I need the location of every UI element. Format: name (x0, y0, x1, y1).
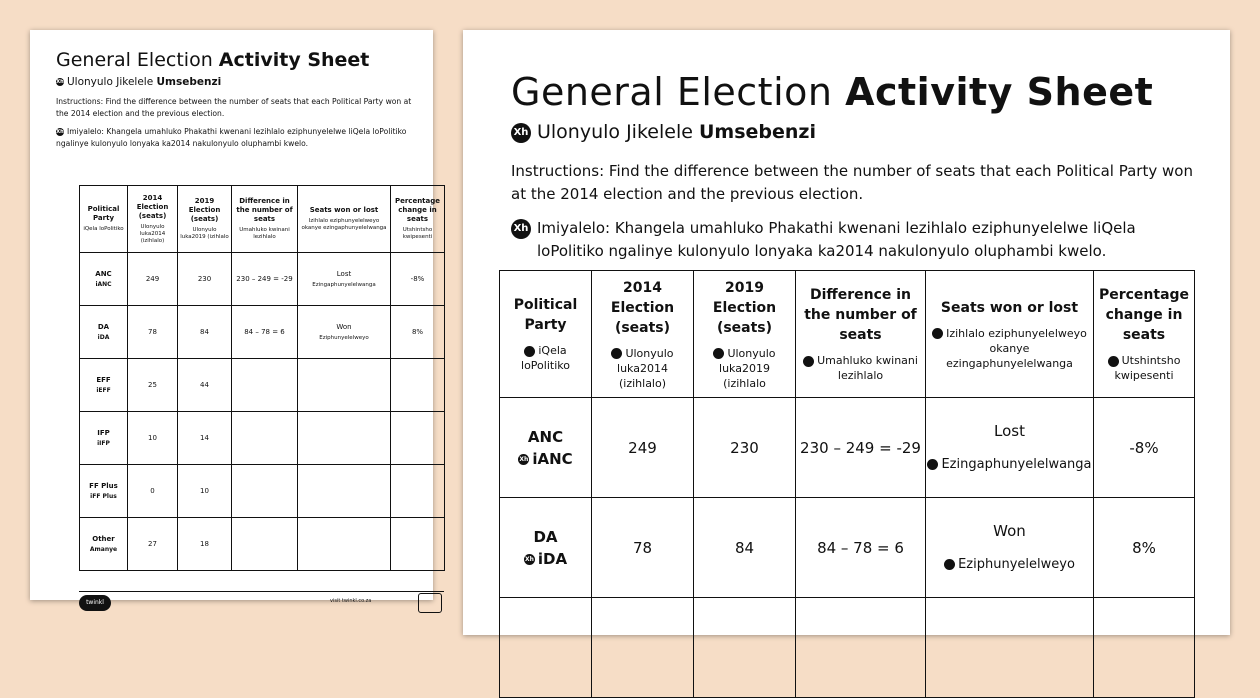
percentage-cell[interactable] (1094, 598, 1195, 698)
seats-2014: 10 (128, 412, 178, 465)
seats-2014: 78 (128, 306, 178, 359)
party-cell (80, 359, 128, 412)
header-party (500, 271, 592, 398)
result-xh: Eziphunyelelweyo (319, 334, 369, 341)
header-percentage (391, 186, 445, 253)
table-row (80, 518, 445, 571)
seats-2019: 18 (178, 518, 232, 571)
header-xh (929, 326, 1090, 371)
result-cell[interactable] (298, 306, 391, 359)
header-en: 2019 Election (seats) (188, 197, 221, 223)
xh-badge-icon: Xh (511, 219, 531, 239)
xh-badge-icon (944, 559, 955, 570)
result-xh: Ezingaphunyelelwanga (941, 456, 1092, 472)
percentage-cell[interactable] (391, 359, 445, 412)
subtitle-plain: Ulonyulo Jikelele (537, 121, 693, 143)
party-cell (500, 498, 592, 598)
header-en: Difference in the number of seats (236, 197, 293, 223)
party-cell (80, 253, 128, 306)
header-2019 (694, 271, 796, 398)
seats-2014: 78 (592, 498, 694, 598)
difference-cell[interactable] (232, 465, 298, 518)
subtitle-plain: Ulonyulo Jikelele (67, 76, 154, 88)
difference-cell[interactable] (232, 359, 298, 412)
header-xh-text: Utshintsho kwipesenti (1114, 354, 1181, 382)
seats-2019 (694, 598, 796, 698)
subtitle-bold: Umsebenzi (156, 76, 222, 88)
result-xh-wrap (927, 554, 1092, 576)
seats-2014 (592, 598, 694, 698)
party-name-xh: iANC (532, 449, 573, 468)
party-cell (500, 398, 592, 498)
title-plain: General Election (511, 70, 833, 114)
xh-badge-icon (713, 348, 724, 359)
result-cell[interactable] (298, 412, 391, 465)
xh-badge-icon (524, 346, 535, 357)
instructions-xh (511, 217, 1211, 263)
result-cell[interactable] (926, 598, 1094, 698)
party-name-xh: Amanye (89, 545, 118, 553)
result-xh: Eziphunyelelweyo (958, 556, 1075, 572)
percentage-cell[interactable] (391, 518, 445, 571)
party-cell (80, 518, 128, 571)
percentage-cell[interactable]: 8% (1094, 498, 1195, 598)
page-title (511, 70, 1153, 114)
header-en: 2019 Election (seats) (712, 279, 777, 336)
table-header-row (80, 186, 445, 253)
header-xh (503, 343, 588, 373)
seats-2019: 44 (178, 359, 232, 412)
instructions-xh-line2: loPolitiko ngalinye kulonyulo lonyaka ka2014 nakulonyulo oluphambi kwelo. (56, 127, 407, 148)
header-2014 (592, 271, 694, 398)
header-percentage (1094, 271, 1195, 398)
header-xh-text: Ulonyulo luka2019 (izihlalo (719, 346, 776, 390)
table-header-row (500, 271, 1195, 398)
header-en: Political Party (87, 205, 120, 222)
result: Lost (994, 421, 1025, 440)
seats-2019: 10 (178, 465, 232, 518)
seats-2014: 27 (128, 518, 178, 571)
table-row (500, 598, 1195, 698)
header-en: Seats won or lost (309, 206, 379, 214)
seats-2014: 249 (592, 398, 694, 498)
badge-logo-icon (418, 593, 442, 613)
title-bold: Activity Sheet (845, 70, 1154, 114)
table-row (80, 306, 445, 359)
percentage-cell[interactable] (391, 465, 445, 518)
header-en: Difference in the number of seats (804, 287, 917, 343)
seats-2019: 230 (178, 253, 232, 306)
header-xh (1097, 353, 1191, 383)
seats-2019: 230 (694, 398, 796, 498)
party-name-xh: iDA (97, 333, 110, 341)
zoomed-page[interactable] (463, 30, 1230, 635)
result-xh-wrap (927, 454, 1092, 476)
seats-2019: 14 (178, 412, 232, 465)
seats-2014: 0 (128, 465, 178, 518)
difference-cell[interactable] (796, 598, 926, 698)
party-name: ANC (95, 269, 112, 278)
header-xh-text: iQela loPolitiko (521, 344, 570, 372)
party-name: Other (92, 534, 115, 543)
party-name: IFP (97, 428, 110, 437)
header-en: 2014 Election (seats) (136, 193, 169, 220)
page-title (56, 49, 369, 71)
party-cell (500, 598, 592, 698)
header-en: Percentage change in seats (394, 197, 441, 223)
xh-badge-icon: Xh (511, 123, 531, 143)
header-xh: Izihlalo eziphunyelelweyo okanye ezingaphunyelelwanga (301, 218, 387, 231)
party-name-xh: iFF Plus (90, 492, 117, 500)
xh-badge-icon: Xh (56, 129, 64, 135)
page-subtitle (511, 121, 816, 143)
xh-badge-icon (611, 348, 622, 359)
header-xh: Utshintsho kwipesenti (402, 227, 433, 240)
title-plain: General Election (56, 49, 213, 71)
party-cell (80, 465, 128, 518)
result-xh: Ezingaphunyelelwanga (312, 281, 376, 288)
xh-badge-icon (1108, 356, 1119, 367)
table-row (80, 359, 445, 412)
difference-cell[interactable] (232, 412, 298, 465)
header-xh (697, 346, 792, 391)
result: Won (993, 521, 1026, 540)
instructions-xh-line2: loPolitiko ngalinye kulonyulo lonyaka ka2014 nakulonyulo oluphambi kwelo. (537, 242, 1107, 260)
header-xh: Ulonyulo luka2014 (izihlalo) (139, 223, 166, 244)
header-en: Seats won or lost (940, 299, 1079, 316)
result-cell[interactable] (926, 398, 1094, 498)
header-party (80, 186, 128, 253)
title-bold: Activity Sheet (218, 49, 370, 71)
result: Won (336, 322, 352, 331)
seats-table (499, 270, 1195, 698)
party-name: DA (97, 322, 110, 331)
difference-cell[interactable]: 84 – 78 = 6 (796, 498, 926, 598)
party-name: EFF (96, 375, 111, 384)
thumbnail-page[interactable] (30, 30, 441, 606)
header-2014 (128, 186, 178, 253)
result-cell[interactable] (298, 465, 391, 518)
header-xh: iQela loPolitiko (83, 226, 124, 232)
xh-badge-icon: Xh (524, 555, 534, 563)
header-difference (232, 186, 298, 253)
seats-table (79, 185, 445, 571)
result-cell[interactable] (298, 359, 391, 412)
header-xh-text: Umahluko kwinani lezihlalo (817, 354, 918, 382)
header-2019 (178, 186, 232, 253)
percentage-cell[interactable]: -8% (391, 253, 445, 306)
header-difference (796, 271, 926, 398)
twinkl-logo-icon: twinkl (79, 595, 111, 611)
party-name: DA (533, 527, 558, 546)
footer-url: visit twinkl.co.za (330, 598, 372, 604)
seats-2014: 249 (128, 253, 178, 306)
party-name-xh: iDA (537, 549, 568, 568)
seats-2019: 84 (694, 498, 796, 598)
xh-badge-icon: Xh (56, 79, 64, 85)
subtitle-bold: Umsebenzi (698, 121, 816, 143)
table-row (500, 398, 1195, 498)
header-en: 2014 Election (seats) (610, 279, 675, 336)
header-xh (595, 346, 690, 391)
percentage-cell[interactable]: 8% (391, 306, 445, 359)
instructions-xh-line1: Imiyalelo: Khangela umahluko Phakathi kwenani lezihlalo eziphunyelelwe liQela (67, 127, 371, 136)
header-en: Political Party (513, 297, 578, 333)
instructions: Instructions: Find the difference between the number of seats that each Political Party won at the 2014 election and the previous election. (56, 97, 412, 118)
party-name-xh: iANC (95, 280, 112, 288)
party-cell (80, 306, 128, 359)
header-xh: Umahluko kwinani lezihlalo (239, 227, 290, 240)
header-en: Percentage change in seats (1098, 287, 1190, 343)
header-xh-text: Ulonyulo luka2014 (izihlalo) (617, 346, 674, 390)
header-won-lost (926, 271, 1094, 398)
table-row (80, 412, 445, 465)
page-subtitle (56, 76, 221, 88)
table-row (500, 498, 1195, 598)
instructions-xh (56, 126, 416, 150)
xh-badge-icon (803, 356, 814, 367)
xh-badge-icon (927, 459, 938, 470)
party-name-xh: iIFP (97, 439, 110, 447)
seats-2019: 84 (178, 306, 232, 359)
result-cell[interactable] (298, 518, 391, 571)
header-won-lost (298, 186, 391, 253)
table-row (80, 253, 445, 306)
instructions: Instructions: Find the difference between the number of seats that each Political Party won at the 2014 election and the previous election. (511, 162, 1193, 203)
header-xh (799, 353, 922, 383)
party-name: ANC (527, 427, 564, 446)
xh-badge-icon: Xh (519, 455, 529, 463)
result-cell[interactable] (298, 253, 391, 306)
difference-cell[interactable] (232, 518, 298, 571)
instructions-xh-line1: Imiyalelo: Khangela umahluko Phakathi kwenani lezihlalo eziphunyelelwe liQela (537, 219, 1136, 237)
table-row (80, 465, 445, 518)
party-name: FF Plus (89, 481, 118, 490)
header-xh: Ulonyulo luka2019 (izihlalo (180, 227, 229, 240)
header-xh-text: Izihlalo eziphunyelelweyo okanye ezingaphunyelelwanga (946, 326, 1087, 370)
difference-cell[interactable]: 230 – 249 = -29 (232, 253, 298, 306)
percentage-cell[interactable] (391, 412, 445, 465)
seats-2014: 25 (128, 359, 178, 412)
difference-cell[interactable]: 84 – 78 = 6 (232, 306, 298, 359)
party-name-xh: iEFF (96, 386, 111, 394)
xh-badge-icon (932, 328, 943, 339)
party-cell (80, 412, 128, 465)
difference-cell[interactable]: 230 – 249 = -29 (796, 398, 926, 498)
result: Lost (336, 269, 352, 278)
footer-divider (79, 591, 444, 592)
result-cell[interactable] (926, 498, 1094, 598)
percentage-cell[interactable]: -8% (1094, 398, 1195, 498)
